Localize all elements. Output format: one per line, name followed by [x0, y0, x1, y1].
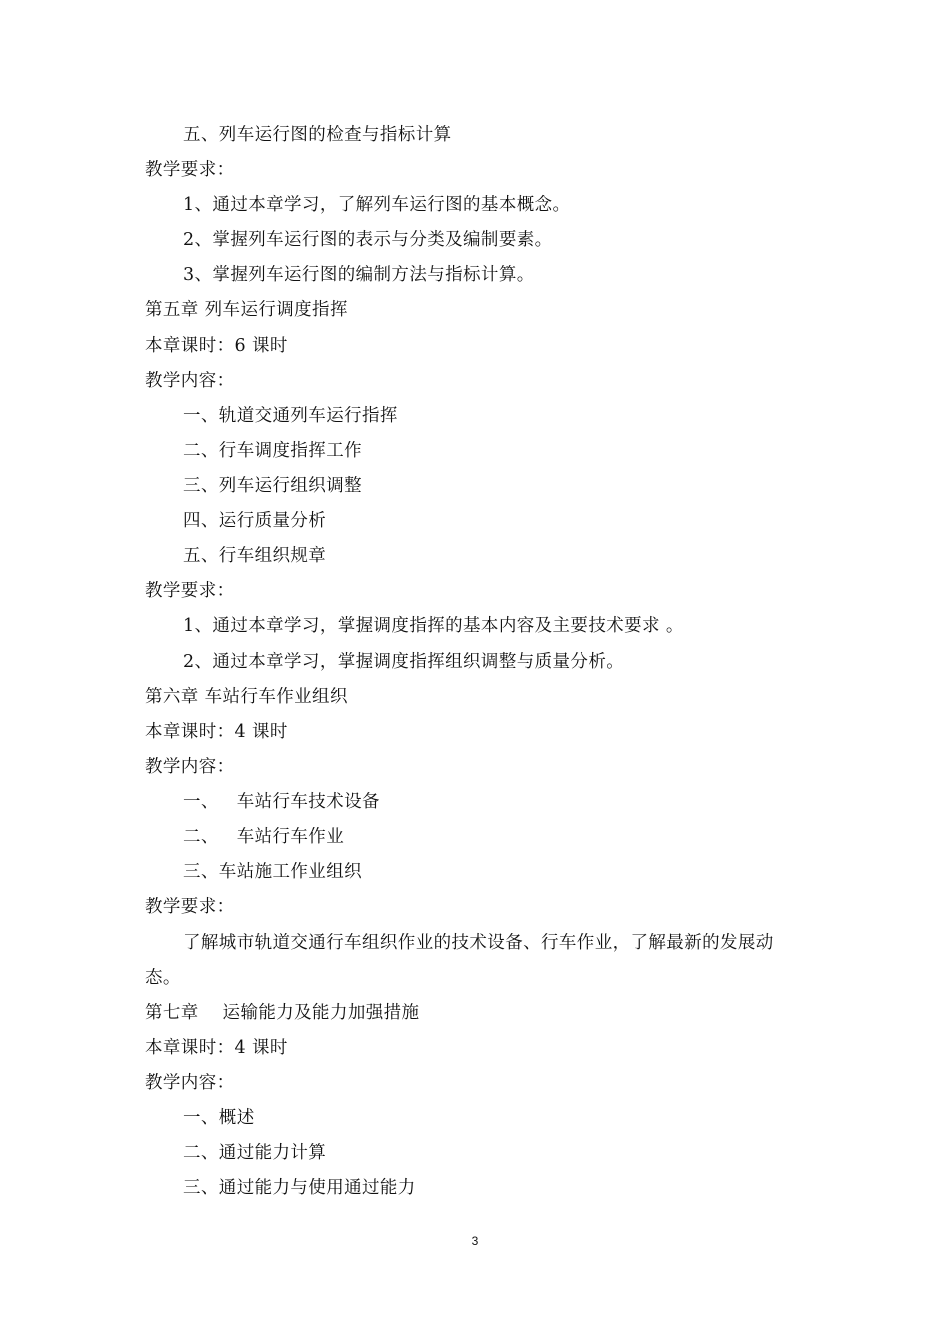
chapter-hours: 本章课时：6 课时	[145, 336, 288, 356]
chapter-title: 第五章 列车运行调度指挥	[145, 300, 348, 320]
item-line: 2、掌握列车运行图的表示与分类及编制要素。	[183, 230, 553, 250]
section-heading: 教学要求：	[145, 581, 235, 601]
item-line: 一、概述	[183, 1108, 255, 1128]
item-line: 五、列车运行图的检查与指标计算	[183, 125, 452, 145]
chapter-title: 第六章 车站行车作业组织	[145, 687, 348, 707]
section-heading: 教学要求：	[145, 897, 235, 917]
section-heading: 教学内容：	[145, 371, 235, 391]
item-line: 二、通过能力计算	[183, 1143, 327, 1163]
item-line: 三、列车运行组织调整	[183, 476, 362, 496]
item-line: 二、 车站行车作业	[183, 827, 345, 847]
chapter-title: 第七章 运输能力及能力加强措施	[145, 1003, 420, 1023]
item-line: 1、通过本章学习，了解列车运行图的基本概念。	[183, 195, 571, 215]
page-number: 3	[471, 1234, 479, 1248]
item-line: 一、轨道交通列车运行指挥	[183, 406, 398, 426]
paragraph-line: 了解城市轨道交通行车组织作业的技术设备、行车作业，了解最新的发展动	[183, 933, 774, 953]
item-line: 五、行车组织规章	[183, 546, 327, 566]
chapter-hours: 本章课时：4 课时	[145, 722, 288, 742]
item-line: 1、通过本章学习，掌握调度指挥的基本内容及主要技术要求 。	[183, 616, 684, 636]
section-heading: 教学内容：	[145, 757, 235, 777]
item-line: 2、通过本章学习，掌握调度指挥组织调整与质量分析。	[183, 652, 625, 672]
section-heading: 教学要求：	[145, 160, 235, 180]
item-line: 3、掌握列车运行图的编制方法与指标计算。	[183, 265, 535, 285]
item-line: 一、 车站行车技术设备	[183, 792, 380, 812]
item-line: 三、车站施工作业组织	[183, 862, 362, 882]
section-heading: 教学内容：	[145, 1073, 235, 1093]
item-line: 三、通过能力与使用通过能力	[183, 1178, 416, 1198]
chapter-hours: 本章课时：4 课时	[145, 1038, 288, 1058]
paragraph-line: 态。	[145, 968, 181, 988]
item-line: 四、运行质量分析	[183, 511, 327, 531]
item-line: 二、行车调度指挥工作	[183, 441, 362, 461]
